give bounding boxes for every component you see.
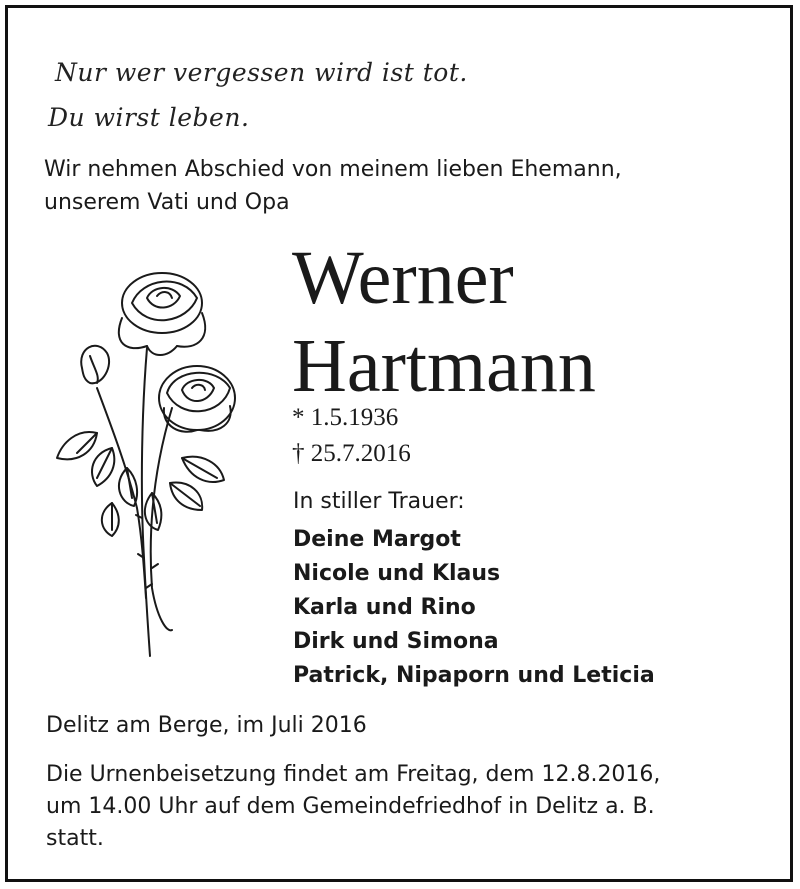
mourner-name: Patrick, Nipaporn und Leticia xyxy=(293,663,655,688)
leaf xyxy=(57,432,97,459)
mourners-list xyxy=(293,523,655,693)
intro-line-1: Wir nehmen Abschied von meinem lieben Ehemann, xyxy=(44,157,622,182)
rose-bud xyxy=(81,346,109,384)
quote-line-2: Du wirst leben. xyxy=(48,103,250,132)
deceased-last-name: Hartmann xyxy=(292,324,596,408)
mourner-name: Dirk und Simona xyxy=(293,629,499,654)
notice-line-3: statt. xyxy=(46,826,104,851)
leaf xyxy=(102,503,119,536)
funeral-notice xyxy=(46,759,766,855)
rose-illustration xyxy=(52,258,252,663)
intro-text xyxy=(44,153,622,219)
birth-date: * 1.5.1936 xyxy=(292,404,399,431)
mourner-name: Karla und Rino xyxy=(293,595,476,620)
quote-line-1: Nur wer vergessen wird ist tot. xyxy=(55,58,468,87)
notice-line-2: um 14.00 Uhr auf dem Gemeindefriedhof in Delitz a. B. xyxy=(46,794,655,819)
mourner-name: Deine Margot xyxy=(293,527,461,552)
place-date: Delitz am Berge, im Juli 2016 xyxy=(46,713,367,738)
mourner-name: Nicole und Klaus xyxy=(293,561,501,586)
rose-stem-bud xyxy=(97,388,146,598)
death-date: † 25.7.2016 xyxy=(292,440,411,467)
intro-line-2: unserem Vati und Opa xyxy=(44,190,290,215)
notice-line-1: Die Urnenbeisetzung findet am Freitag, dem 12.8.2016, xyxy=(46,762,661,787)
mourning-label: In stiller Trauer: xyxy=(293,489,465,514)
deceased-first-name: Werner xyxy=(292,236,514,320)
